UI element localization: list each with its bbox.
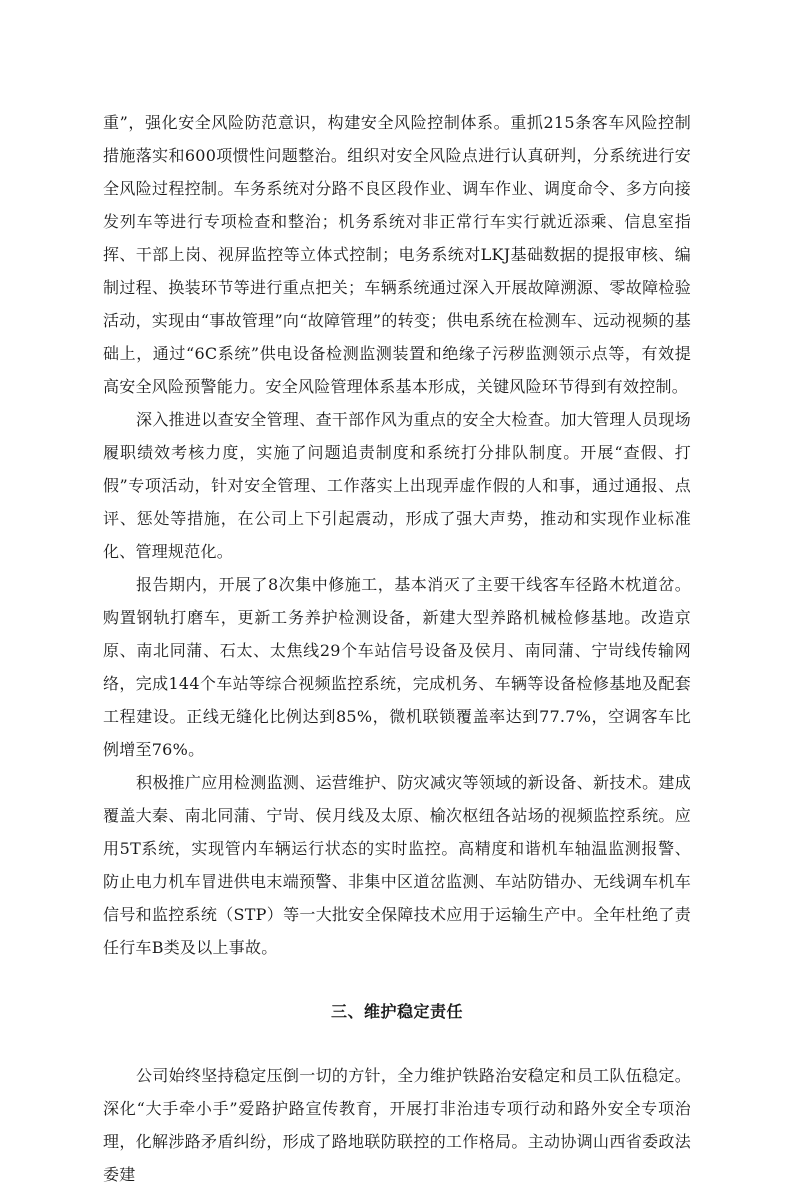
section-heading: 三、维护稳定责任 xyxy=(330,1002,463,1021)
document-body xyxy=(103,106,691,1191)
paragraph-new-technology: 积极推广应用检测监测、运营维护、防灾减灾等领域的新设备、新技术。建成覆盖大秦、南北同蒲、宁岢、侯月线及太原、榆次枢纽各站场的视频监控系统。应用5T系统，实现管内车辆运行状态的实时监控。高精度和谐机车轴温监测报警、防止电力机车冒进供电末端预警、非集中区道岔监测、车站防错办、无线调车机车信号和监控系统（STP）等一大批安全保障技术应用于运输生产中。全年杜绝了责任行车B类及以上事故。 xyxy=(103,773,691,957)
paragraph-maintenance-construction: 报告期内，开展了8次集中修施工，基本消灭了主要干线客车径路木枕道岔。购置钢轨打磨车，更新工务养护检测设备，新建大型养路机械检修基地。改造京原、南北同蒲、石太、太焦线29个车站信号设备及侯月、南同蒲、宁岢线传输网络，完成144个车站等综合视频监控系统，完成机务、车辆等设备检修基地及配套工程建设。正线无缝化比例达到85%，微机联锁覆盖率达到77.7%，空调客车比例增至76%。 xyxy=(103,575,691,759)
paragraph-safety-inspection: 深入推进以查安全管理、查干部作风为重点的安全大检查。加大管理人员现场履职绩效考核力度，实施了问题追责制度和系统打分排队制度。开展“查假、打假”专项活动，针对安全管理、工作落实上出现弄虚作假的人和事，通过通报、点评、惩处等措施，在公司上下引起震动，形成了强大声势，推动和实现作业标准化、管理规范化。 xyxy=(103,410,691,561)
paragraph-stability: 公司始终坚持稳定压倒一切的方针，全力维护铁路治安稳定和员工队伍稳定。深化“大手牵小手”爱路护路宣传教育，开展打非治违专项行动和路外安全专项治理，化解涉路矛盾纠纷，形成了路地联防联控的工作格局。主动协调山西省委政法委建 xyxy=(103,1066,691,1184)
paragraph-risk-control: 重”，强化安全风险防范意识，构建安全风险控制体系。重抓215条客车风险控制措施落实和600项惯性问题整治。组织对安全风险点进行认真研判，分系统进行安全风险过程控制。车务系统对分路不良区段作业、调车作业、调度命令、多方向接发列车等进行专项检查和整治；机务系统对非正常行车实行就近添乘、信息室指挥、干部上岗、视屏监控等立体式控制；电务系统对LKJ基础数据的提报审核、编制过程、换装环节等进行重点把关；车辆系统通过深入开展故障溯源、零故障检验活动，实现由“事故管理”向“故障管理”的转变；供电系统在检测车、远动视频的基础上，通过“6C系统”供电设备检测监测装置和绝缘子污秽监测领示点等，有效提高安全风险预警能力。安全风险管理体系基本形成，关键风险环节得到有效控制。 xyxy=(103,113,691,396)
